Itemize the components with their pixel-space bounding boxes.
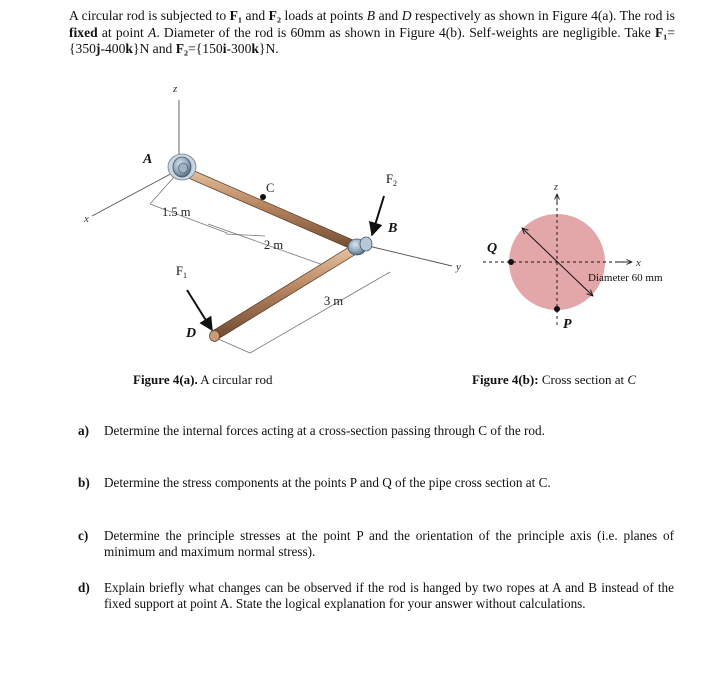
f1-equation-label: F₁	[654, 24, 668, 40]
figure-4b	[483, 182, 663, 332]
intro-text-5: respectively as shown in Figure 4(a). The rod is	[411, 8, 675, 23]
point-b-label: B	[388, 221, 398, 236]
rod-segment-bd	[210, 244, 362, 342]
force-f1-label: $F_1$	[176, 264, 187, 280]
fixed-word: fixed	[69, 24, 98, 40]
question-b-text: Determine the stress components at the points P and Q of the pipe cross section at C.	[104, 475, 551, 490]
y-axis-label: y	[456, 261, 461, 273]
f1-label: F₁	[229, 8, 243, 23]
intro-text-12: -300	[226, 41, 252, 56]
point-d-ref: D	[401, 8, 412, 23]
point-b-ref: B	[366, 8, 376, 23]
point-d-label: D	[186, 326, 197, 341]
dimension-2m-label: 2 m	[264, 238, 284, 252]
intro-text-9: -400	[100, 41, 126, 56]
f2-label: F₂	[268, 8, 282, 23]
intro-text-10: }N and	[132, 41, 176, 56]
point-p-label: P	[563, 317, 572, 332]
question-d-text: Explain briefly what changes can be observed if the rod is hanged by two ropes at A and B instead of the fixed support at point A. State the logical explanation for your answer without calculations.	[104, 580, 674, 611]
figure-4a	[83, 83, 461, 353]
question-b-label: b)	[78, 475, 90, 490]
question-d	[78, 580, 674, 612]
figure-4a-caption	[133, 372, 272, 388]
intro-text-13: }N.	[258, 41, 279, 56]
figure-4a-caption-text: A circular rod	[197, 372, 273, 387]
intro-text-1: A circular rod is subjected to	[69, 8, 230, 23]
intro-text-11: ={150	[188, 41, 223, 56]
point-q-label: Q	[487, 241, 498, 256]
question-a	[78, 423, 674, 439]
question-b	[78, 475, 674, 491]
intro-text-2: and	[242, 8, 269, 23]
question-a-label: a)	[78, 423, 89, 438]
point-c-label: C	[266, 181, 275, 195]
i-unit: i	[222, 41, 227, 56]
point-a-label: A	[143, 152, 153, 167]
j-unit: j	[95, 41, 101, 56]
intro-text-3: loads at points	[281, 8, 367, 23]
question-c-text: Determine the principle stresses at the point P and the orientation of the principle axis (i.e. planes of minimum and maximum normal stress).	[104, 528, 674, 559]
y-axis-line	[360, 244, 452, 266]
k-unit-1: k	[125, 41, 133, 56]
fig-b-x-label: x	[636, 257, 641, 269]
k-unit-2: k	[251, 41, 259, 56]
fixed-support-a	[168, 154, 196, 180]
x-axis-label: x	[84, 213, 89, 225]
figure-4b-caption-bold: Figure 4(b):	[472, 372, 539, 387]
intro-text-6: at point	[97, 24, 148, 40]
question-d-label: d)	[78, 580, 90, 595]
question-c-label: c)	[78, 528, 89, 543]
figure-4b-caption-c: C	[627, 372, 637, 387]
figure-4b-caption	[472, 372, 636, 388]
fig-b-z-label: z	[554, 182, 558, 193]
question-a-text: Determine the internal forces acting at a cross-section passing through C of the rod.	[104, 423, 545, 438]
force-f2-arrow	[372, 196, 384, 235]
dimension-3m-label: 3 m	[324, 294, 344, 308]
question-c	[78, 528, 674, 560]
z-axis-label: z	[173, 83, 178, 95]
point-p-marker	[554, 306, 560, 312]
figure-4b-caption-text: Cross section at	[538, 372, 628, 387]
figure-4a-caption-bold: Figure 4(a).	[133, 372, 198, 387]
force-f2-label: $F_2$	[386, 172, 397, 188]
intro-text-7: . Diameter of the rod is 60mm as shown in Figure 4(b). Self-weights are negligible. Take	[156, 24, 655, 40]
f2-equation-label: F₂	[175, 41, 189, 56]
dimension-1-5m-label: 1.5 m	[162, 205, 191, 219]
point-a-ref: A	[148, 24, 157, 40]
force-f1-arrow	[187, 290, 212, 330]
diameter-label: Diameter 60 mm	[588, 272, 663, 284]
intro-text-8: ={350	[69, 24, 675, 56]
point-q-marker	[508, 259, 514, 265]
intro-text-4: and	[375, 8, 402, 23]
